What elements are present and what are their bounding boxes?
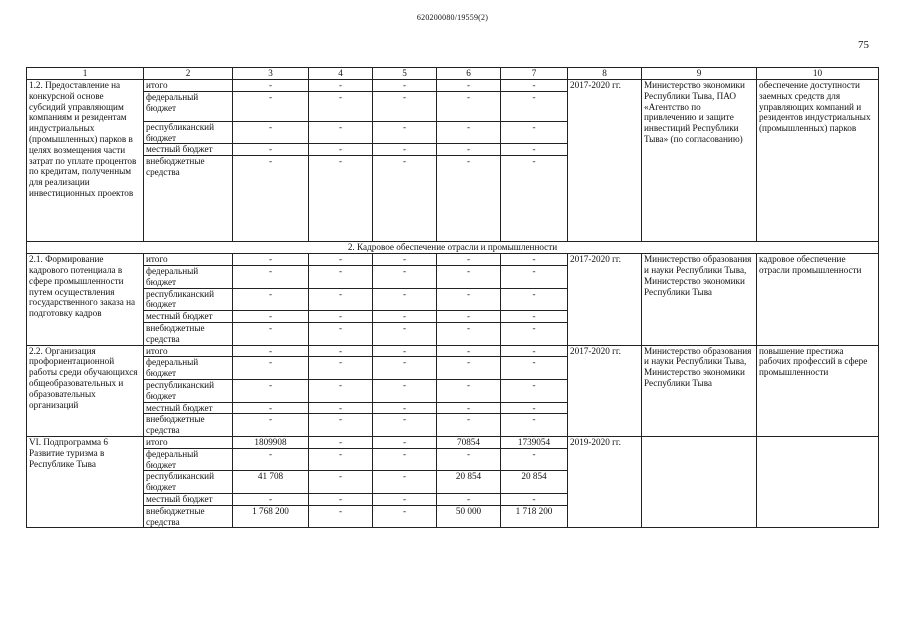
column-header: 4 bbox=[309, 68, 373, 80]
funding-source: внебюджетные средства bbox=[144, 322, 233, 345]
value-cell: - bbox=[373, 121, 437, 144]
result-cell: обеспечение доступности заемных средств для управляющих компаний и резидентов индустриальных (промышленных) парков bbox=[757, 80, 879, 242]
result-cell bbox=[757, 436, 879, 527]
measure-title: 2.1. Формирование кадрового потенциала в сфере промышленности путем осуществления государственного заказа на подготовку кадров bbox=[27, 254, 144, 345]
value-cell: - bbox=[373, 254, 437, 266]
value-cell: - bbox=[501, 345, 568, 357]
table-row bbox=[27, 254, 879, 266]
value-cell: 41 708 bbox=[233, 471, 309, 494]
value-cell: - bbox=[309, 311, 373, 323]
value-cell: - bbox=[373, 436, 437, 448]
value-cell: - bbox=[501, 414, 568, 437]
value-cell: - bbox=[309, 505, 373, 528]
value-cell: - bbox=[501, 144, 568, 156]
value-cell: - bbox=[373, 322, 437, 345]
value-cell: - bbox=[309, 265, 373, 288]
value-cell: - bbox=[373, 448, 437, 471]
value-cell: - bbox=[437, 156, 501, 242]
executor-cell: Министерство экономики Республики Тыва, ПАО «Агентство по привлечению и защите инвестиций Республики Тыва» (по согласованию) bbox=[642, 80, 757, 242]
value-cell: - bbox=[233, 414, 309, 437]
value-cell: - bbox=[373, 91, 437, 121]
funding-source: республиканский бюджет bbox=[144, 121, 233, 144]
executor-cell bbox=[642, 436, 757, 527]
value-cell: - bbox=[373, 379, 437, 402]
value-cell: - bbox=[373, 144, 437, 156]
value-cell: - bbox=[373, 471, 437, 494]
value-cell: 1 718 200 bbox=[501, 505, 568, 528]
value-cell: - bbox=[373, 288, 437, 311]
column-header: 1 bbox=[27, 68, 144, 80]
funding-source: местный бюджет bbox=[144, 311, 233, 323]
value-cell: - bbox=[309, 436, 373, 448]
section-row bbox=[27, 242, 879, 254]
value-cell: - bbox=[437, 288, 501, 311]
column-header: 9 bbox=[642, 68, 757, 80]
value-cell: - bbox=[373, 265, 437, 288]
value-cell: - bbox=[437, 254, 501, 266]
value-cell: - bbox=[437, 402, 501, 414]
value-cell: - bbox=[309, 357, 373, 380]
column-header: 2 bbox=[144, 68, 233, 80]
value-cell: - bbox=[501, 357, 568, 380]
result-cell: кадровое обеспечение отрасли промышленности bbox=[757, 254, 879, 345]
column-header: 8 bbox=[568, 68, 642, 80]
value-cell: - bbox=[373, 505, 437, 528]
value-cell: 1 768 200 bbox=[233, 505, 309, 528]
funding-source: федеральный бюджет bbox=[144, 91, 233, 121]
value-cell: - bbox=[437, 80, 501, 92]
section-title: 2. Кадровое обеспечение отрасли и промышленности bbox=[27, 242, 879, 254]
value-cell: - bbox=[437, 322, 501, 345]
measure-title: VI. Подпрограмма 6 Развитие туризма в Республике Тыва bbox=[27, 436, 144, 527]
column-header: 3 bbox=[233, 68, 309, 80]
value-cell: - bbox=[309, 402, 373, 414]
value-cell: - bbox=[309, 493, 373, 505]
value-cell: - bbox=[501, 379, 568, 402]
value-cell: - bbox=[501, 121, 568, 144]
value-cell: - bbox=[501, 288, 568, 311]
value-cell: - bbox=[233, 379, 309, 402]
column-header: 7 bbox=[501, 68, 568, 80]
executor-cell: Министерство образования и науки Республики Тыва, Министерство экономики Республики Тыва bbox=[642, 345, 757, 436]
value-cell: - bbox=[233, 311, 309, 323]
value-cell: - bbox=[437, 345, 501, 357]
value-cell: - bbox=[437, 357, 501, 380]
value-cell: - bbox=[233, 357, 309, 380]
value-cell: - bbox=[233, 121, 309, 144]
value-cell: - bbox=[309, 379, 373, 402]
funding-source: внебюджетные средства bbox=[144, 156, 233, 242]
value-cell: - bbox=[309, 121, 373, 144]
value-cell: - bbox=[309, 254, 373, 266]
value-cell: - bbox=[309, 448, 373, 471]
period-cell: 2019-2020 гг. bbox=[568, 436, 642, 527]
funding-source: итого bbox=[144, 345, 233, 357]
value-cell: - bbox=[233, 91, 309, 121]
value-cell: - bbox=[437, 144, 501, 156]
value-cell: - bbox=[437, 379, 501, 402]
funding-source: республиканский бюджет bbox=[144, 379, 233, 402]
program-table bbox=[26, 67, 879, 528]
value-cell: 70854 bbox=[437, 436, 501, 448]
value-cell: - bbox=[309, 288, 373, 311]
value-cell: 1809908 bbox=[233, 436, 309, 448]
value-cell: - bbox=[309, 322, 373, 345]
funding-source: итого bbox=[144, 436, 233, 448]
page-number: 75 bbox=[858, 39, 869, 51]
value-cell: - bbox=[309, 144, 373, 156]
value-cell: - bbox=[501, 311, 568, 323]
funding-source: внебюджетные средства bbox=[144, 505, 233, 528]
executor-cell: Министерство образования и науки Республики Тыва, Министерство экономики Республики Тыва bbox=[642, 254, 757, 345]
period-cell: 2017-2020 гг. bbox=[568, 254, 642, 345]
value-cell: - bbox=[233, 288, 309, 311]
value-cell: - bbox=[233, 156, 309, 242]
value-cell: 20 854 bbox=[437, 471, 501, 494]
value-cell: - bbox=[373, 311, 437, 323]
funding-source: местный бюджет bbox=[144, 402, 233, 414]
value-cell: - bbox=[373, 357, 437, 380]
table-row bbox=[27, 80, 879, 92]
funding-source: федеральный бюджет bbox=[144, 448, 233, 471]
value-cell: - bbox=[373, 493, 437, 505]
funding-source: федеральный бюджет bbox=[144, 265, 233, 288]
value-cell: - bbox=[437, 311, 501, 323]
value-cell: - bbox=[309, 80, 373, 92]
value-cell: - bbox=[501, 402, 568, 414]
value-cell: - bbox=[501, 80, 568, 92]
value-cell: - bbox=[373, 402, 437, 414]
column-header: 5 bbox=[373, 68, 437, 80]
value-cell: - bbox=[437, 121, 501, 144]
value-cell: - bbox=[233, 345, 309, 357]
value-cell: - bbox=[373, 156, 437, 242]
document-id: 620200080/19559(2) bbox=[416, 13, 489, 22]
value-cell: - bbox=[233, 448, 309, 471]
funding-source: федеральный бюджет bbox=[144, 357, 233, 380]
value-cell: 20 854 bbox=[501, 471, 568, 494]
funding-source: внебюджетные средства bbox=[144, 414, 233, 437]
value-cell: - bbox=[501, 448, 568, 471]
funding-source: республиканский бюджет bbox=[144, 471, 233, 494]
value-cell: - bbox=[309, 471, 373, 494]
value-cell: - bbox=[309, 414, 373, 437]
value-cell: - bbox=[501, 322, 568, 345]
value-cell: - bbox=[309, 156, 373, 242]
value-cell: - bbox=[437, 91, 501, 121]
value-cell: - bbox=[437, 493, 501, 505]
value-cell: - bbox=[501, 156, 568, 242]
column-header: 6 bbox=[437, 68, 501, 80]
value-cell: - bbox=[233, 402, 309, 414]
value-cell: - bbox=[233, 265, 309, 288]
value-cell: - bbox=[373, 345, 437, 357]
funding-source: местный бюджет bbox=[144, 493, 233, 505]
measure-title: 2.2. Организация профориентационной работы среди обучающихся общеобразовательных и образовательных организаций bbox=[27, 345, 144, 436]
table-row bbox=[27, 345, 879, 357]
value-cell: - bbox=[373, 80, 437, 92]
value-cell: - bbox=[309, 91, 373, 121]
period-cell: 2017-2020 гг. bbox=[568, 80, 642, 242]
value-cell: - bbox=[233, 254, 309, 266]
value-cell: - bbox=[437, 265, 501, 288]
value-cell: - bbox=[309, 345, 373, 357]
value-cell: - bbox=[501, 254, 568, 266]
period-cell: 2017-2020 гг. bbox=[568, 345, 642, 436]
value-cell: - bbox=[233, 80, 309, 92]
value-cell: - bbox=[437, 414, 501, 437]
value-cell: - bbox=[233, 144, 309, 156]
table-row bbox=[27, 436, 879, 448]
funding-source: итого bbox=[144, 254, 233, 266]
value-cell: - bbox=[501, 265, 568, 288]
funding-source: местный бюджет bbox=[144, 144, 233, 156]
value-cell: - bbox=[501, 91, 568, 121]
value-cell: - bbox=[373, 414, 437, 437]
column-header: 10 bbox=[757, 68, 879, 80]
header-row bbox=[27, 68, 879, 80]
value-cell: - bbox=[233, 322, 309, 345]
funding-source: республиканский бюджет bbox=[144, 288, 233, 311]
value-cell: - bbox=[437, 448, 501, 471]
value-cell: 50 000 bbox=[437, 505, 501, 528]
value-cell: - bbox=[501, 493, 568, 505]
measure-title: 1.2. Предоставление на конкурсной основе субсидий управляющим компаниям и резидентам индустриальных (промышленных) парков в целях возмещения части затрат по уплате процентов по кредитам, полученным для реализации инвестиционных проектов bbox=[27, 80, 144, 242]
value-cell: 1739054 bbox=[501, 436, 568, 448]
result-cell: повышение престижа рабочих профессий в сфере промышленности bbox=[757, 345, 879, 436]
value-cell: - bbox=[233, 493, 309, 505]
funding-source: итого bbox=[144, 80, 233, 92]
